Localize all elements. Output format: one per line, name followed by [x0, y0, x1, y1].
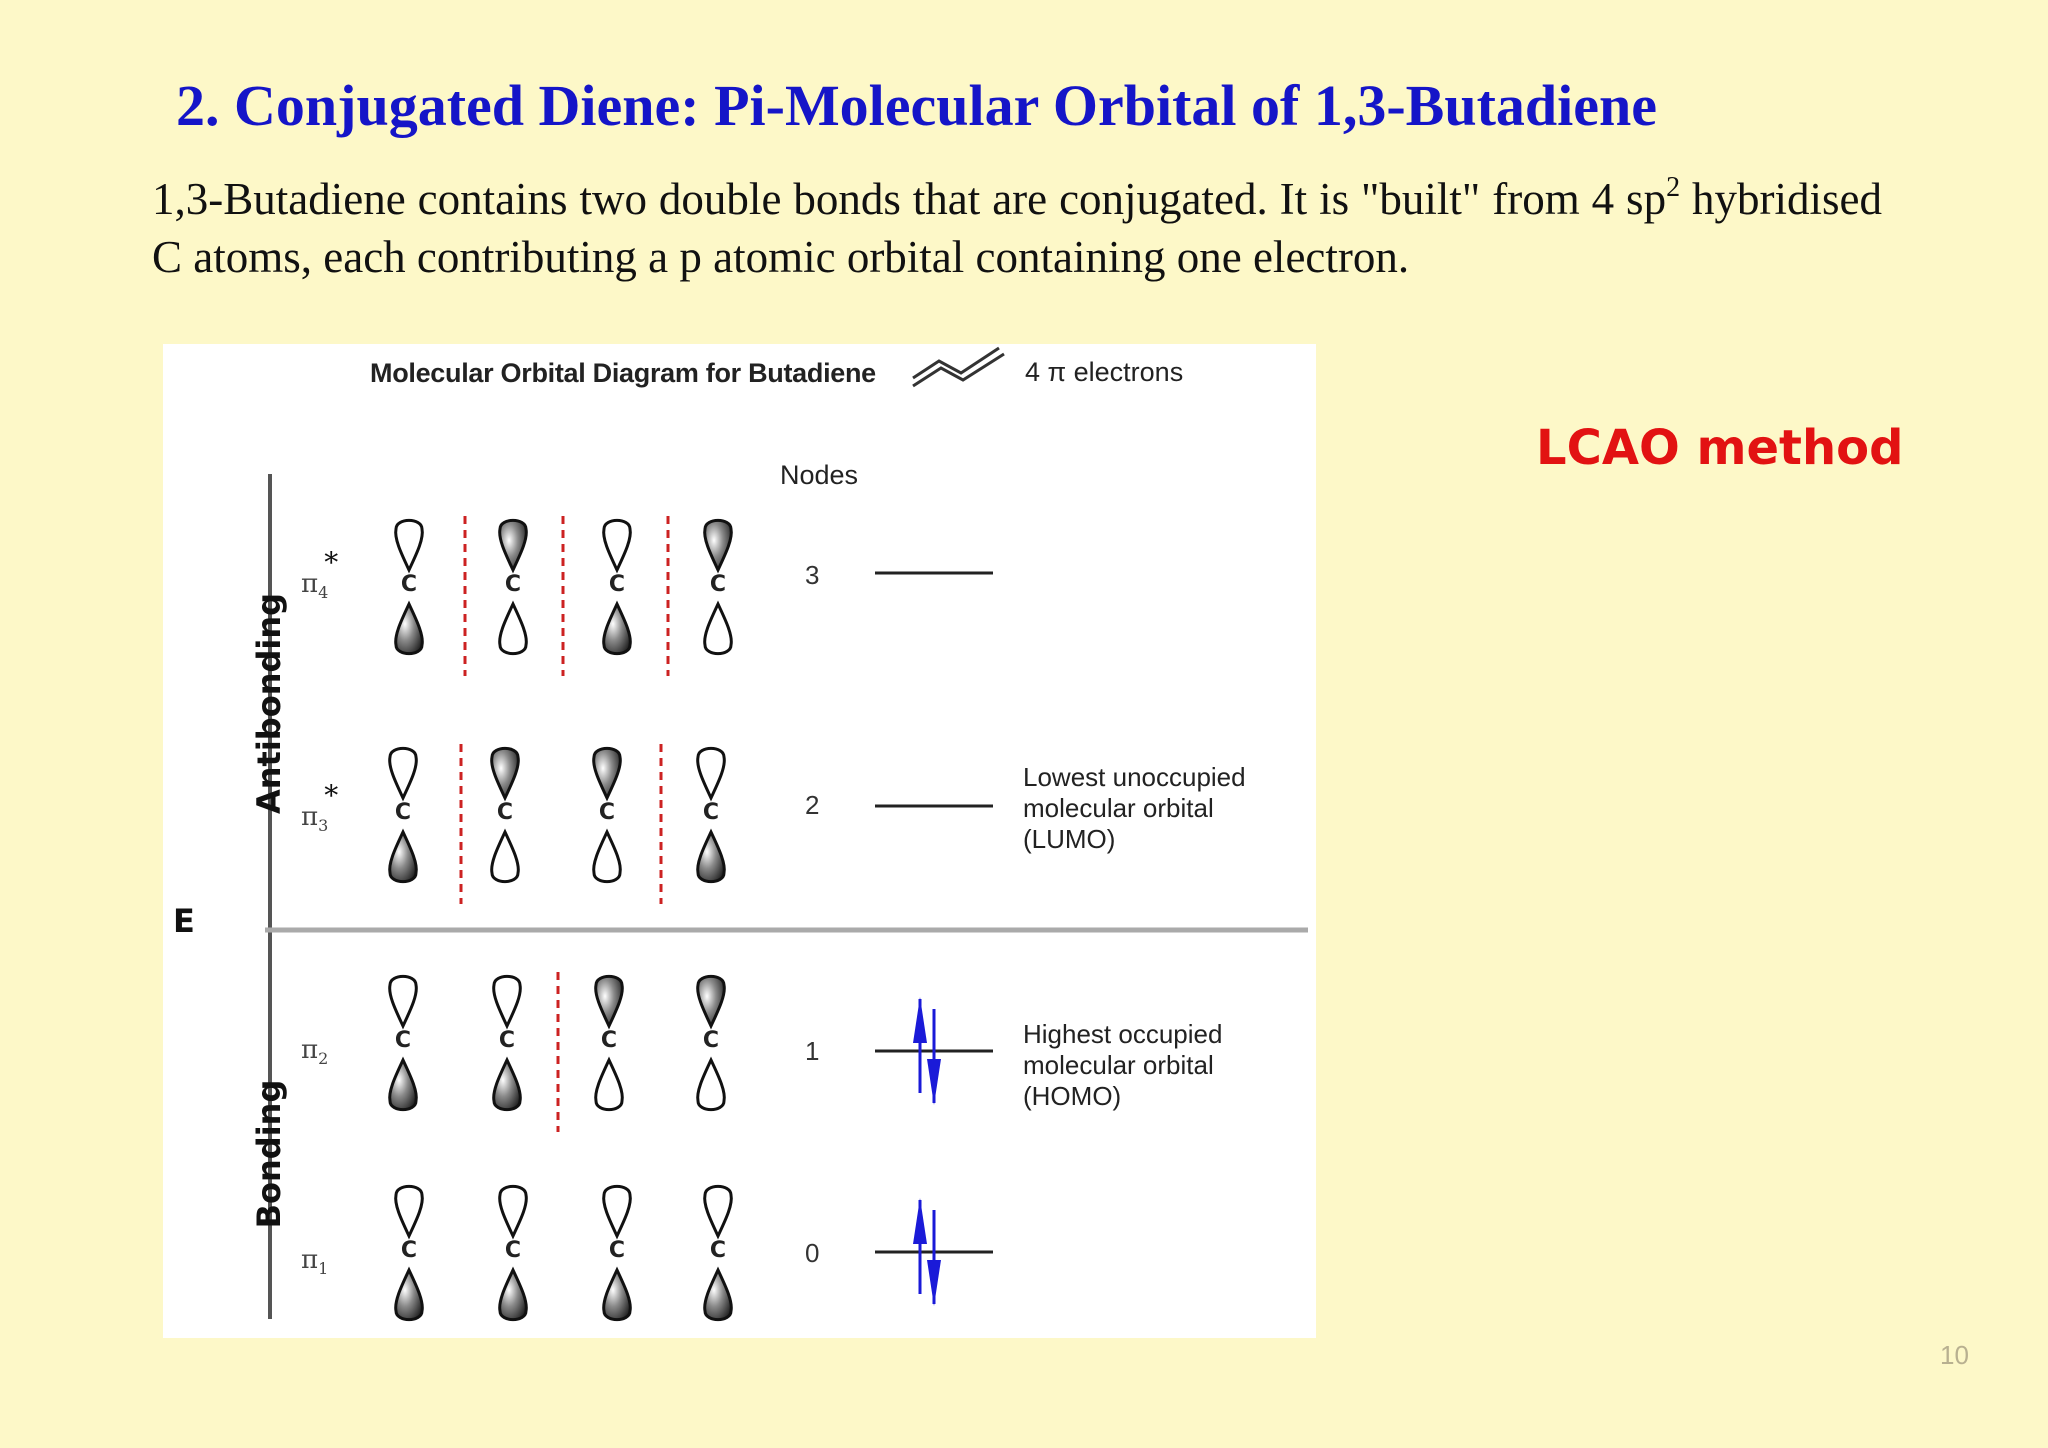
- p-orbital-top-lobe: [396, 520, 423, 570]
- p-orbital-bottom-lobe: [596, 1060, 623, 1110]
- slide-title: 2. Conjugated Diene: Pi-Molecular Orbital of 1,3-Butadiene: [176, 73, 1658, 138]
- carbon-atom-label: C: [504, 1238, 522, 1263]
- electron-spin-down-arrow: [927, 1260, 941, 1306]
- p-orbital-bottom-lobe: [492, 832, 519, 882]
- orbital-symbol: π: [301, 802, 319, 832]
- orbital-label-pi1: [301, 1242, 329, 1279]
- p-orbital-bottom-lobe: [705, 1270, 732, 1320]
- carbon-atom-label: C: [394, 1028, 412, 1053]
- carbon-atom-label: C: [709, 572, 727, 597]
- carbon-atom-label: C: [400, 572, 418, 597]
- carbon-atom-label: C: [702, 1028, 720, 1053]
- carbon-atom-label: C: [702, 800, 720, 825]
- p-orbital-top-lobe: [705, 1186, 732, 1236]
- electron-count-label: 4 π electrons: [1025, 357, 1184, 387]
- p-orbital-bottom-lobe: [604, 604, 631, 654]
- bonding-axis-label: Bonding: [250, 1079, 288, 1229]
- antibonding-star: *: [324, 546, 339, 579]
- p-orbital-top-lobe: [594, 748, 621, 798]
- carbon-atom-label: C: [504, 572, 522, 597]
- electron-spin-up-arrow: [913, 997, 927, 1043]
- energy-axis-label: E: [173, 902, 195, 940]
- orbital-label-pi2: [301, 1032, 329, 1069]
- p-orbital-bottom-lobe: [396, 1270, 423, 1320]
- orbital-index: 3: [318, 816, 329, 836]
- orbital-symbol: π: [301, 569, 319, 599]
- p-orbital-top-lobe: [705, 520, 732, 570]
- p-orbital-top-lobe: [604, 520, 631, 570]
- p-orbital-top-lobe: [698, 976, 725, 1026]
- orbital-symbol: π: [301, 1245, 319, 1275]
- orbital-label-pi3: [301, 779, 339, 836]
- node-count-pi2: 1: [805, 1036, 820, 1066]
- p-orbital-top-lobe: [390, 748, 417, 798]
- homo-description: Highest occupied molecular orbital (HOMO): [1023, 1019, 1223, 1111]
- p-orbital-bottom-lobe: [494, 1060, 521, 1110]
- carbon-atom-label: C: [498, 1028, 516, 1053]
- orbital-label-pi4: [301, 546, 339, 603]
- p-orbital-bottom-lobe: [390, 832, 417, 882]
- p-orbital-bottom-lobe: [594, 832, 621, 882]
- p-orbital-bottom-lobe: [500, 1270, 527, 1320]
- butadiene-skeleton-icon: [913, 348, 999, 378]
- orbital-index: 4: [318, 583, 329, 603]
- orbital-index: 2: [318, 1049, 329, 1069]
- orbital-index: 1: [318, 1259, 329, 1279]
- diagram-title: Molecular Orbital Diagram for Butadiene: [370, 358, 876, 388]
- carbon-atom-label: C: [709, 1238, 727, 1263]
- lcao-method-label: LCAO method: [1536, 420, 1904, 476]
- p-orbital-bottom-lobe: [604, 1270, 631, 1320]
- intro-text: 1,3-Butadiene contains two double bonds that are conjugated. It is "built" from 4 sp: [152, 174, 1667, 224]
- mo-diagram-figure: [163, 344, 1316, 1338]
- p-orbital-bottom-lobe: [396, 604, 423, 654]
- page-number: 10: [1940, 1340, 1969, 1370]
- electron-spin-down-arrow: [927, 1059, 941, 1105]
- p-orbital-bottom-lobe: [500, 604, 527, 654]
- p-orbital-top-lobe: [492, 748, 519, 798]
- node-count-pi4: 3: [805, 560, 820, 590]
- carbon-atom-label: C: [394, 800, 412, 825]
- p-orbital-top-lobe: [500, 1186, 527, 1236]
- p-orbital-top-lobe: [390, 976, 417, 1026]
- p-orbital-bottom-lobe: [698, 832, 725, 882]
- p-orbital-top-lobe: [500, 520, 527, 570]
- antibonding-axis-label: Antibonding: [250, 592, 288, 814]
- carbon-atom-label: C: [608, 1238, 626, 1263]
- p-orbital-top-lobe: [494, 976, 521, 1026]
- node-count-pi3: 2: [805, 790, 820, 820]
- lumo-description: Lowest unoccupied molecular orbital (LUMO): [1023, 762, 1246, 854]
- p-orbital-bottom-lobe: [390, 1060, 417, 1110]
- p-orbital-bottom-lobe: [698, 1060, 725, 1110]
- p-orbital-top-lobe: [698, 748, 725, 798]
- carbon-atom-label: C: [608, 572, 626, 597]
- p-orbital-top-lobe: [396, 1186, 423, 1236]
- orbital-symbol: π: [301, 1035, 319, 1065]
- carbon-atom-label: C: [400, 1238, 418, 1263]
- carbon-atom-label: C: [496, 800, 514, 825]
- node-count-pi1: 0: [805, 1238, 820, 1268]
- intro-text-continued: hybridised C atoms, each contributing a p atomic orbital containing one electron.: [152, 174, 1882, 282]
- p-orbital-top-lobe: [596, 976, 623, 1026]
- intro-paragraph: [152, 170, 1882, 286]
- intro-superscript: 2: [1666, 172, 1681, 203]
- p-orbital-bottom-lobe: [705, 604, 732, 654]
- antibonding-star: *: [324, 779, 339, 812]
- carbon-atom-label: C: [600, 1028, 618, 1053]
- carbon-atom-label: C: [598, 800, 616, 825]
- electron-spin-up-arrow: [913, 1198, 927, 1244]
- nodes-column-header: Nodes: [780, 460, 859, 490]
- p-orbital-top-lobe: [604, 1186, 631, 1236]
